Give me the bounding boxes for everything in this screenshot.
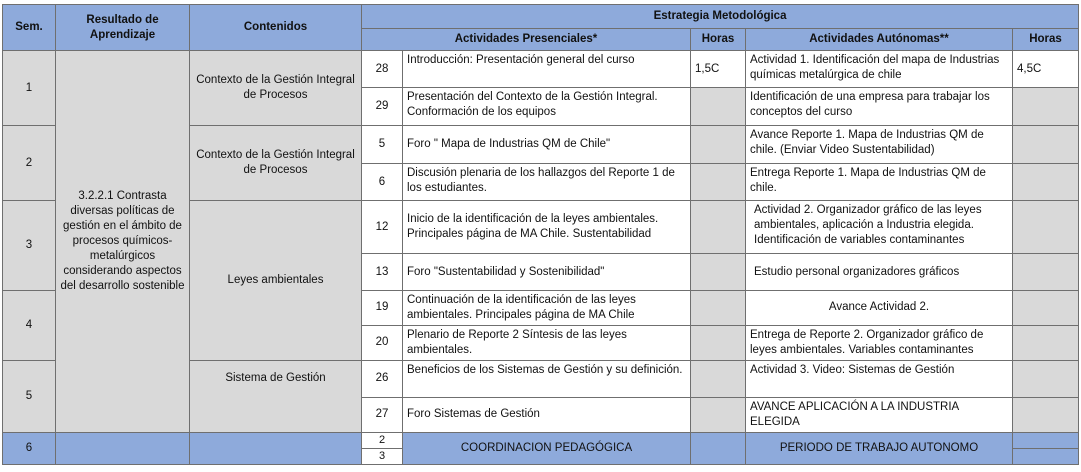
hours-autonoma (1013, 397, 1079, 432)
week-5: 5 (3, 360, 56, 432)
activity-presencial: Foro " Mapa de Industrias QM de Chile" (403, 126, 691, 164)
activity-presencial-final: COORDINACION PEDAGÓGICA (403, 432, 691, 464)
activity-autonoma: Entrega de Reporte 2. Organizador gráfico de leyes ambientales. Variables contaminantes (746, 325, 1013, 360)
content-week-3-4: Leyes ambientales (190, 201, 362, 361)
content-week-1-2: Contexto de la Gestión Integral de Procesos (190, 51, 362, 126)
session-number: 29 (362, 88, 403, 126)
hours-autonoma: 4,5C (1013, 51, 1079, 88)
week-3: 3 (3, 201, 56, 291)
session-number: 12 (362, 201, 403, 254)
session-number: 13 (362, 254, 403, 291)
activity-presencial: Foro Sistemas de Gestión (403, 397, 691, 432)
header-act-autonomas: Actividades Autónomas** (746, 29, 1013, 51)
hours-presencial (691, 397, 746, 432)
session-number: 19 (362, 291, 403, 326)
activity-autonoma: Actividad 1. Identificación del mapa de Industrias químicas metalúrgica de chile (746, 51, 1013, 88)
hours-presencial (691, 164, 746, 201)
week-2: 2 (3, 126, 56, 201)
hours-presencial (691, 201, 746, 254)
hours-presencial (691, 325, 746, 360)
activity-autonoma: Estudio personal organizadores gráficos (746, 254, 1013, 291)
hours-autonoma (1013, 325, 1079, 360)
session-number: 20 (362, 325, 403, 360)
header-contenidos: Contenidos (190, 5, 362, 51)
session-number: 26 (362, 360, 403, 397)
activity-autonoma: Avance Reporte 1. Mapa de Industrias QM de chile. (Enviar Video Sustentabilidad) (746, 126, 1013, 164)
activity-presencial: Presentación del Contexto de la Gestión Integral. Conformación de los equipos (403, 88, 691, 126)
hours-autonoma (1013, 291, 1079, 326)
header-act-presenciales: Actividades Presenciales* (362, 29, 691, 51)
session-number: 28 (362, 51, 403, 88)
activity-autonoma: Avance Actividad 2. (746, 291, 1013, 326)
activity-autonoma: Entrega Reporte 1. Mapa de Industrias QM de chile. (746, 164, 1013, 201)
session-number: 2 (362, 432, 403, 448)
header-sem: Sem. (3, 5, 56, 51)
hours-autonoma (1013, 254, 1079, 291)
week-4: 4 (3, 291, 56, 361)
activity-autonoma: Actividad 2. Organizador gráfico de las leyes ambientales, aplicación a Industria elegida. Identificación de variables contaminantes (746, 201, 1013, 254)
activity-presencial: Introducción: Presentación general del curso (403, 51, 691, 88)
content-week-6-empty (190, 432, 362, 464)
header-resultado: Resultado de Aprendizaje (56, 5, 190, 51)
hours-autonoma (1013, 360, 1079, 397)
hours-presencial-final (691, 432, 746, 464)
activity-presencial: Beneficios de los Sistemas de Gestión y su definición. (403, 360, 691, 397)
activity-autonoma: Identificación de una empresa para trabajar los conceptos del curso (746, 88, 1013, 126)
hours-presencial (691, 254, 746, 291)
week-1: 1 (3, 51, 56, 126)
hours-autonoma-final (1013, 432, 1079, 448)
activity-presencial: Plenario de Reporte 2 Síntesis de las leyes ambientales. (403, 325, 691, 360)
session-number: 27 (362, 397, 403, 432)
hours-autonoma (1013, 164, 1079, 201)
week-6: 6 (3, 432, 56, 464)
learning-outcome-empty (56, 432, 190, 464)
header-horas-presenciales: Horas (691, 29, 746, 51)
learning-outcome: 3.2.2.1 Contrasta diversas políticas de gestión en el ámbito de procesos químicos-metalúrgicos considerando aspectos del desarrollo sostenible (56, 51, 190, 433)
session-number: 5 (362, 126, 403, 164)
hours-presencial (691, 88, 746, 126)
content-week-2: Contexto de la Gestión Integral de Procesos (190, 126, 362, 201)
header-estrategia: Estrategia Metodológica (362, 5, 1079, 29)
session-number: 6 (362, 164, 403, 201)
hours-autonoma-final-2 (1013, 448, 1079, 464)
activity-autonoma-final: PERIODO DE TRABAJO AUTONOMO (746, 432, 1013, 464)
activity-autonoma: Actividad 3. Video: Sistemas de Gestión (746, 360, 1013, 397)
activity-presencial: Discusión plenaria de los hallazgos del Reporte 1 de los estudiantes. (403, 164, 691, 201)
hours-autonoma (1013, 88, 1079, 126)
hours-presencial (691, 360, 746, 397)
hours-presencial (691, 126, 746, 164)
activity-presencial: Foro "Sustentabilidad y Sostenibilidad" (403, 254, 691, 291)
hours-presencial: 1,5C (691, 51, 746, 88)
course-plan-table (2, 4, 1079, 465)
activity-autonoma: AVANCE APLICACIÓN A LA INDUSTRIA ELEGIDA (746, 397, 1013, 432)
hours-autonoma (1013, 201, 1079, 254)
activity-presencial: Inicio de la identificación de la leyes ambientales. Principales página de MA Chile. Sustentabilidad (403, 201, 691, 254)
hours-presencial (691, 291, 746, 326)
hours-autonoma (1013, 126, 1079, 164)
session-number: 3 (362, 448, 403, 464)
content-week-5: Sistema de Gestión (190, 360, 362, 432)
activity-presencial: Continuación de la identificación de las leyes ambientales. Principales página de MA Chile (403, 291, 691, 326)
header-horas-autonomas: Horas (1013, 29, 1079, 51)
